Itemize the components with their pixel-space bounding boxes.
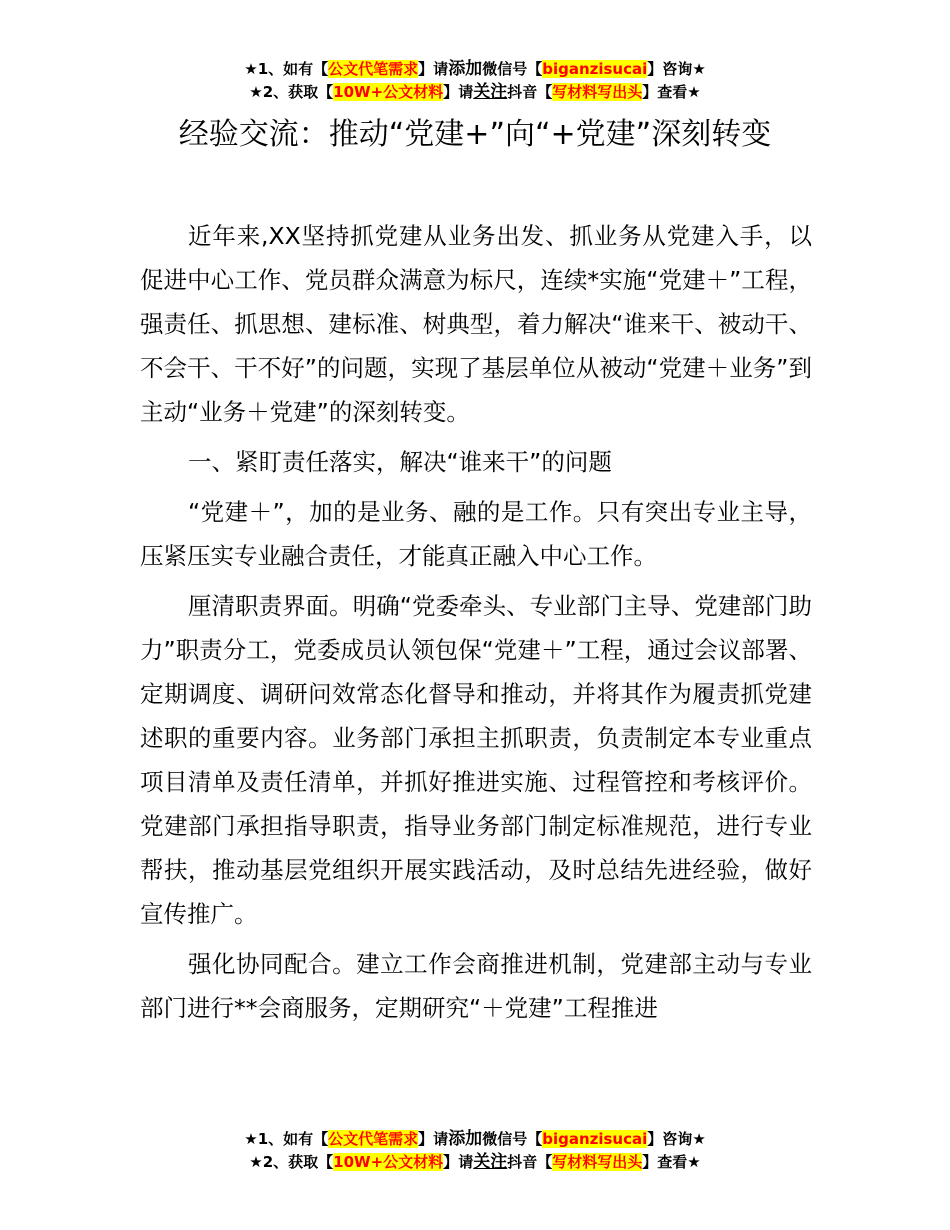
banner-line-2 xyxy=(0,1151,950,1174)
bracket: 【 xyxy=(318,1153,334,1171)
star-icon: ★ xyxy=(687,1153,701,1171)
bracket: 【 xyxy=(527,1130,543,1148)
banner-keyword: 关注 xyxy=(473,82,508,102)
highlight-wechat-id: biganzisucai xyxy=(542,1130,648,1148)
banner-text: 请 xyxy=(433,1130,449,1148)
section-heading-1: 一、紧盯责任落实，解决“谁来干”的问题 xyxy=(188,448,612,476)
banner-text: 微信号 xyxy=(482,60,528,78)
highlight-wechat-id: biganzisucai xyxy=(542,60,648,78)
star-icon: ★ xyxy=(692,1130,706,1148)
footer-banner xyxy=(0,1128,950,1174)
star-icon: ★ xyxy=(692,60,706,78)
banner-text: 咨询 xyxy=(662,60,693,78)
banner-text: 抖音 xyxy=(507,83,538,101)
bracket: 】 xyxy=(647,60,663,78)
document-title: 经验交流：推动“党建+”向“+党建”深刻转变 xyxy=(178,117,772,152)
highlight-service: 公文代笔需求 xyxy=(328,60,419,78)
bracket: 】 xyxy=(443,83,459,101)
banner-text: 2、获取 xyxy=(262,1153,319,1171)
document-body xyxy=(140,214,812,1036)
star-icon: ★ xyxy=(249,83,263,101)
banner-text: 查看 xyxy=(657,1153,688,1171)
bracket: 】 xyxy=(647,1130,663,1148)
highlight-materials: 10W+公文材料 xyxy=(333,83,444,101)
banner-text: 咨询 xyxy=(662,1130,693,1148)
highlight-materials: 10W+公文材料 xyxy=(333,1153,444,1171)
banner-keyword: 添加 xyxy=(448,59,483,79)
bracket: 】 xyxy=(443,1153,459,1171)
banner-text: 请 xyxy=(458,83,474,101)
bracket: 【 xyxy=(313,60,329,78)
bracket: 【 xyxy=(537,1153,553,1171)
banner-text: 请 xyxy=(458,1153,474,1171)
highlight-service: 公文代笔需求 xyxy=(328,1130,419,1148)
star-icon: ★ xyxy=(249,1153,263,1171)
banner-text: 1、如有 xyxy=(257,1130,314,1148)
bracket: 】 xyxy=(642,83,658,101)
banner-line-2 xyxy=(0,81,950,104)
paragraph-coordination: 强化协同配合。建立工作会商推进机制，党建部主动与专业部门进行**会商服务，定期研究“＋党建”工程推进 xyxy=(140,950,812,1022)
highlight-douyin-account: 写材料写出头 xyxy=(552,83,643,101)
bracket: 】 xyxy=(418,60,434,78)
banner-text: 请 xyxy=(433,60,449,78)
bracket: 】 xyxy=(642,1153,658,1171)
bracket: 【 xyxy=(537,83,553,101)
bracket: 】 xyxy=(418,1130,434,1148)
banner-line-1 xyxy=(0,1128,950,1151)
banner-text: 2、获取 xyxy=(262,83,319,101)
paragraph-party-plus: “党建＋”，加的是业务、融的是工作。只有突出专业主导，压紧压实专业融合责任，才能真正融入中心工作。 xyxy=(140,498,812,570)
banner-keyword: 添加 xyxy=(448,1129,483,1149)
banner-text: 查看 xyxy=(657,83,688,101)
banner-text: 微信号 xyxy=(482,1130,528,1148)
star-icon: ★ xyxy=(244,1130,258,1148)
banner-text: 1、如有 xyxy=(257,60,314,78)
bracket: 【 xyxy=(318,83,334,101)
star-icon: ★ xyxy=(244,60,258,78)
paragraph-intro: 近年来,XX坚持抓党建从业务出发、抓业务从党建入手，以促进中心工作、党员群众满意为标尺，连续*实施“党建＋”工程，强责任、抓思想、建标准、树典型，着力解决“谁来干、被动干、不会干、干不好”的问题，实现了基层单位从被动“党建＋业务”到主动“业务＋党建”的深刻转变。 xyxy=(140,222,812,426)
header-banner xyxy=(0,58,950,104)
star-icon: ★ xyxy=(687,83,701,101)
bracket: 【 xyxy=(313,1130,329,1148)
banner-line-1 xyxy=(0,58,950,81)
highlight-douyin-account: 写材料写出头 xyxy=(552,1153,643,1171)
paragraph-clarify-duties: 厘清职责界面。明确“党委牵头、专业部门主导、党建部门助力”职责分工，党委成员认领包保“党建＋”工程，通过会议部署、定期调度、调研问效常态化督导和推动，并将其作为履责抓党建述职的重要内容。业务部门承担主抓职责，负责制定本专业重点项目清单及责任清单，并抓好推进实施、过程管控和考核评价。党建部门承担指导职责，指导业务部门制定标准规范，进行专业帮扶，推动基层党组织开展实践活动，及时总结先进经验，做好宣传推广。 xyxy=(140,592,812,928)
banner-keyword: 关注 xyxy=(473,1152,508,1172)
banner-text: 抖音 xyxy=(507,1153,538,1171)
bracket: 【 xyxy=(527,60,543,78)
